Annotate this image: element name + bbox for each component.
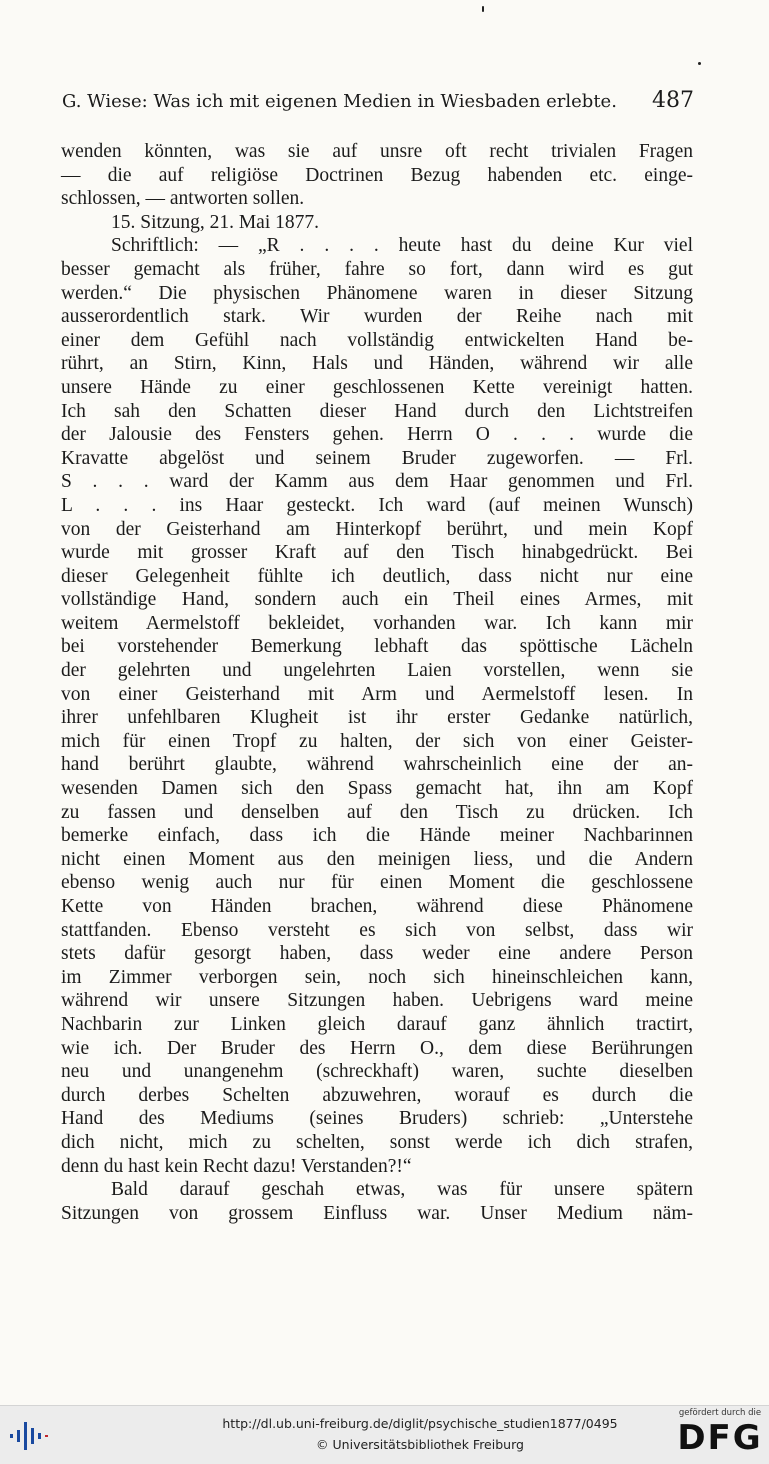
text-line: denn du hast kein Recht dazu! Verstanden?!“ <box>61 1155 412 1177</box>
text-line: neu und unangenehm (schreckhaft) waren, suchte dieselben <box>61 1061 693 1083</box>
text-line: der gelehrten und ungelehrten Laien vorstellen, wenn sie <box>61 660 693 682</box>
dfg-funding-caption: gefördert durch die <box>678 1408 762 1418</box>
text-line: Nachbarin zur Linken gleich darauf ganz ähnlich tractirt, <box>61 1013 693 1035</box>
text-line: nicht einen Moment aus den meinigen liess, und die Andern <box>61 848 693 870</box>
text-line: hand berührt glaubte, während wahrscheinlich eine der an- <box>61 754 693 776</box>
running-head-title: G. Wiese: Was ich mit eigenen Medien in Wiesbaden erlebte. <box>62 91 617 112</box>
text-line: ausserordentlich stark. Wir wurden der Reihe nach mit <box>61 306 693 328</box>
text-line: im Zimmer verborgen sein, noch sich hineinschleichen kann, <box>61 966 693 988</box>
text-line: dieser Gelegenheit fühlte ich deutlich, dass nicht nur eine <box>61 565 693 587</box>
library-logo-icon <box>8 1420 52 1452</box>
text-line: der Jalousie des Fensters gehen. Herrn O . . . wurde die <box>61 424 693 446</box>
running-head <box>62 88 694 118</box>
text-line: zu fassen und denselben auf den Tisch zu drücken. Ich <box>61 801 693 823</box>
text-line: Hand des Mediums (seines Bruders) schrieb: „Unterstehe <box>61 1108 693 1130</box>
text-line: — die auf religiöse Doctrinen Bezug habenden etc. einge- <box>61 164 693 186</box>
text-line: einer dem Gefühl nach vollständig entwickelten Hand be- <box>61 329 693 351</box>
text-line: Kette von Händen brachen, während diese Phänomene <box>61 896 693 917</box>
text-line: dich nicht, mich zu schelten, sonst werde ich dich strafen, <box>61 1131 693 1153</box>
copyright-notice: © Universitätsbibliothek Freiburg <box>316 1437 524 1452</box>
viewer-footer <box>0 1405 769 1464</box>
text-line: ihrer unfehlbaren Klugheit ist ihr erster Gedanke natürlich, <box>61 707 693 729</box>
ink-speck <box>698 62 701 65</box>
permalink-link[interactable]: http://dl.ub.uni-freiburg.de/diglit/psychische_studien1877/0495 <box>222 1416 618 1431</box>
text-line: besser gemacht als früher, fahre so fort, dann wird es gut <box>61 258 693 280</box>
text-line: L . . . ins Haar gesteckt. Ich ward (auf meinen Wunsch) <box>61 494 693 516</box>
text-line: stets dafür gesorgt haben, dass weder eine andere Person <box>61 943 693 965</box>
text-line: stattfanden. Ebenso versteht es sich von selbst, dass wir <box>61 919 693 941</box>
text-line: bemerke einfach, dass ich die Hände meiner Nachbarinnen <box>61 825 693 847</box>
text-line: wie ich. Der Bruder des Herrn O., dem diese Berührungen <box>61 1037 693 1059</box>
text-line: ebenso wenig auch nur für einen Moment die geschlossene <box>61 872 693 894</box>
dfg-logo <box>675 1408 765 1462</box>
ink-speck <box>482 6 484 12</box>
text-line: von der Geisterhand am Hinterkopf berührt, und mein Kopf <box>61 518 693 540</box>
text-line: bei vorstehender Bemerkung lebhaft das spöttische Lächeln <box>61 636 693 658</box>
text-line: wesenden Damen sich den Spass gemacht hat, ihn am Kopf <box>61 778 693 800</box>
section-heading: 15. Sitzung, 21. Mai 1877. <box>111 211 319 233</box>
text-line: Kravatte abgelöst und seinem Bruder zugeworfen. — Frl. <box>61 447 693 469</box>
text-line: unsere Hände zu einer geschlossenen Kette vereinigt hatten. <box>61 376 693 398</box>
text-line: weitem Aermelstoff bekleidet, vorhanden war. Ich kann mir <box>61 612 693 634</box>
text-line: Bald darauf geschah etwas, was für unsere spätern <box>111 1179 693 1201</box>
text-line: werden.“ Die physischen Phänomene waren in dieser Sitzung <box>61 282 693 304</box>
text-line: rührt, an Stirn, Kinn, Hals und Händen, während wir alle <box>61 353 693 375</box>
text-line: während wir unsere Sitzungen haben. Uebrigens ward meine <box>61 990 693 1012</box>
text-line: durch derbes Schelten abzuwehren, worauf es durch die <box>61 1084 693 1106</box>
text-line: mich für einen Tropf zu halten, der sich von einer Geister- <box>61 730 693 752</box>
text-line: wenden könnten, was sie auf unsre oft recht trivialen Fragen <box>61 141 693 162</box>
text-line: wurde mit grosser Kraft auf den Tisch hinabgedrückt. Bei <box>61 542 693 564</box>
text-line: schlossen, — antworten sollen. <box>61 188 305 210</box>
dfg-logo-text: DFG <box>677 1418 763 1458</box>
page-number: 487 <box>652 88 694 113</box>
text-line: vollständige Hand, sondern auch ein Theil eines Armes, mit <box>61 589 693 611</box>
text-line: Ich sah den Schatten dieser Hand durch den Lichtstreifen <box>61 400 693 422</box>
text-line: von einer Geisterhand mit Arm und Aermelstoff lesen. In <box>61 683 693 705</box>
text-line: Sitzungen von grossem Einfluss war. Unser Medium näm- <box>61 1202 693 1224</box>
text-line: S . . . ward der Kamm aus dem Haar genommen und Frl. <box>61 471 693 493</box>
text-line: Schriftlich: — „R . . . . heute hast du deine Kur viel <box>111 235 693 257</box>
body-text <box>61 140 693 1225</box>
